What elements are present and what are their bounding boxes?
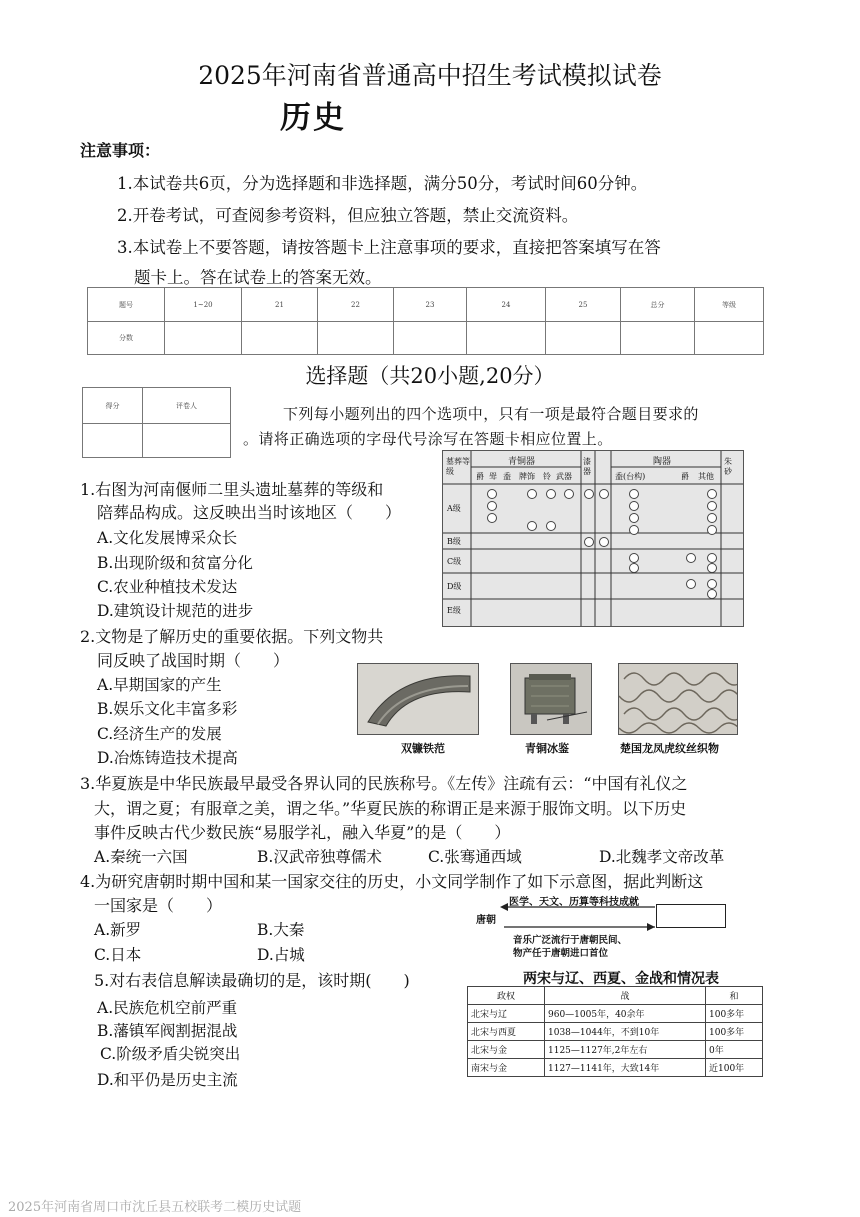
artifact-mark	[629, 563, 639, 573]
iron-mold-image	[357, 663, 479, 735]
q5-option-d: D.和平仍是历史主流	[97, 1071, 238, 1089]
silk-fabric-image	[618, 663, 738, 735]
artifact-mark	[686, 579, 696, 589]
fig-sub-plaque: 牌饰	[519, 472, 535, 481]
section-title: 选择题（共20小题,20分）	[305, 364, 555, 388]
artifact-mark	[707, 525, 717, 535]
caption-iron-mold: 双镰铁范	[401, 742, 445, 755]
score-cell	[318, 322, 394, 355]
q3-option-b: B.汉武帝独尊儒术	[257, 848, 382, 866]
artifact-mark	[629, 489, 639, 499]
fig-sub-weapon: 武器	[556, 472, 572, 481]
q4-option-c: C.日本	[94, 946, 142, 964]
notice-item: 1.本试卷共6页，分为选择题和非选择题，满分50分，考试时间60分钟。	[117, 174, 648, 193]
score-header: 22	[318, 288, 394, 322]
score-cell	[394, 322, 467, 355]
war-table-header: 和	[706, 987, 763, 1005]
q4-option-d: D.占城	[257, 946, 305, 964]
caption-silk: 楚国龙凤虎纹丝织物	[620, 742, 719, 755]
score-header: 23	[394, 288, 467, 322]
table-row	[468, 1023, 763, 1041]
fig-col-grade: 墓葬等级	[446, 457, 470, 476]
q3-option-a: A.秦统一六国	[94, 848, 188, 866]
war-table-header: 政权	[468, 987, 545, 1005]
q4-stem: 4.为研究唐朝时期中国和某一国家交往的历史，小文同学制作了如下示意图，据此判断这	[80, 872, 704, 891]
q5-stem: 5.对右表信息解读最确切的是，该时期( )	[94, 971, 410, 990]
q1-option-d: D.建筑设计规范的进步	[97, 602, 254, 620]
q3-stem: 事件反映古代少数民族“易服学礼，融入华夏”的是（ ）	[94, 823, 511, 842]
caption-bronze-icebox: 青铜冰鉴	[525, 742, 569, 755]
q3-stem: 大，谓之夏；有服章之美，谓之华。”华夏民族的称谓正是来源于服饰文明。以下历史	[94, 799, 687, 818]
fig-sub-bell: 铃	[543, 472, 551, 481]
war-cell: 0年	[706, 1041, 763, 1059]
q2-option-b: B.娱乐文化丰富多彩	[97, 700, 238, 718]
fig-sub-other: 其他	[698, 472, 714, 481]
fig-col-cinnabar: 朱砂	[724, 457, 732, 476]
q5-option-b: B.藩镇军阀割据混战	[97, 1022, 238, 1040]
artifact-mark	[629, 501, 639, 511]
score-header: 25	[546, 288, 621, 322]
artifact-mark	[707, 579, 717, 589]
war-cell: 1038—1044年，不到10年	[545, 1023, 706, 1041]
q3-stem: 3.华夏族是中华民族最早最受各界认同的民族称号。《左传》注疏有云：“中国有礼仪之	[80, 774, 688, 793]
fig-sub-jue: 爵	[476, 472, 484, 481]
artifact-mark	[487, 489, 497, 499]
war-cell: 近100年	[706, 1059, 763, 1077]
tomb-grade-figure	[442, 450, 744, 627]
fig-row-e: E级	[447, 606, 461, 615]
footer-watermark: 2025年河南省周口市沈丘县五校联考二模历史试题	[8, 1200, 302, 1215]
q1-stem: 1.右图为河南偃师二里头遗址墓葬的等级和	[80, 480, 384, 499]
artifact-mark	[527, 521, 537, 531]
artifact-mark	[584, 537, 594, 547]
artifact-mark	[546, 489, 556, 499]
section-instruction: 。请将正确选项的字母代号涂写在答题卡相应位置上。	[243, 430, 613, 448]
q5-option-c: C.阶级矛盾尖锐突出	[100, 1045, 241, 1063]
fig-row-c: C级	[447, 557, 462, 566]
fig-row-b: B级	[447, 537, 461, 546]
table-row	[468, 1059, 763, 1077]
artifact-mark	[686, 553, 696, 563]
fig-col-pottery: 陶器	[653, 457, 672, 467]
q4-stem: 一国家是（ ）	[94, 896, 223, 915]
artifact-mark	[584, 489, 594, 499]
score-cell	[695, 322, 764, 355]
iron-mold-drawing	[358, 664, 478, 734]
q2-option-d: D.冶炼铸造技术提高	[97, 749, 238, 767]
grader-header: 评卷人	[143, 388, 231, 424]
notice-heading: 注意事项：	[80, 141, 161, 160]
q2-stem: 同反映了战国时期（ ）	[97, 651, 290, 670]
score-header: 总分	[621, 288, 695, 322]
q4-option-a: A.新罗	[94, 921, 142, 939]
fig-sub-pottery-jue: 爵	[681, 472, 689, 481]
war-cell: 1127—1141年，大致14年	[545, 1059, 706, 1077]
war-peace-table	[467, 986, 763, 1077]
diagram-top-label: 医学、天文、历算等科技成就	[509, 897, 639, 908]
fig-row-d: D级	[447, 582, 462, 591]
grader-cell	[83, 424, 143, 458]
diagram-bottom-label: 物产任于唐朝进口首位	[513, 948, 609, 959]
war-cell: 北宋与辽	[468, 1005, 545, 1023]
fig-col-bronze: 青铜器	[508, 457, 536, 467]
artifact-mark	[546, 521, 556, 531]
q1-option-c: C.农业种植技术发达	[97, 578, 238, 596]
bronze-icebox-image	[510, 663, 592, 735]
artifact-mark	[629, 525, 639, 535]
war-cell: 北宋与西夏	[468, 1023, 545, 1041]
fig-sub-he: 盉	[503, 472, 511, 481]
artifact-mark	[707, 553, 717, 563]
q3-option-d: D.北魏孝文帝改革	[599, 848, 725, 866]
artifact-mark	[629, 513, 639, 523]
score-header: 24	[467, 288, 546, 322]
artifact-mark	[707, 513, 717, 523]
grader-header: 得分	[83, 388, 143, 424]
war-table-title: 两宋与辽、西夏、金战和情况表	[523, 971, 719, 987]
fig-sub-pottery-he: 盉(台构)	[615, 472, 646, 481]
table-row	[468, 1041, 763, 1059]
artifact-mark	[487, 501, 497, 511]
q4-option-b: B.大秦	[257, 921, 305, 939]
diagram-answer-box	[656, 904, 726, 928]
subject-title: 历史	[280, 100, 346, 136]
q5-option-a: A.民族危机空前严重	[97, 999, 238, 1017]
artifact-mark	[564, 489, 574, 499]
q2-stem: 2.文物是了解历史的重要依据。下列文物共	[80, 627, 384, 646]
bronze-icebox-drawing	[511, 664, 591, 734]
artifact-mark	[707, 563, 717, 573]
fig-sub-jia: 斝	[489, 472, 497, 481]
artifact-mark	[707, 589, 717, 599]
artifact-mark	[487, 513, 497, 523]
artifact-mark	[599, 537, 609, 547]
grader-cell	[143, 424, 231, 458]
war-cell: 1125—1127年,2年左右	[545, 1041, 706, 1059]
artifact-mark	[599, 489, 609, 499]
fig-row-a: A级	[447, 504, 461, 513]
score-cell	[621, 322, 695, 355]
war-cell: 100多年	[706, 1005, 763, 1023]
score-header: 1~20	[165, 288, 242, 322]
war-cell: 北宋与金	[468, 1041, 545, 1059]
diagram-bottom-label: 音乐广泛流行于唐朝民间、	[513, 935, 628, 946]
table-row	[468, 1005, 763, 1023]
grader-table	[82, 387, 231, 458]
war-cell: 960—1005年，40余年	[545, 1005, 706, 1023]
war-table-header: 战	[545, 987, 706, 1005]
q2-option-a: A.早期国家的产生	[97, 676, 222, 694]
score-table	[87, 287, 764, 355]
score-cell	[467, 322, 546, 355]
exam-title: 2025年河南省普通高中招生考试模拟试卷	[198, 61, 662, 90]
war-cell: 100多年	[706, 1023, 763, 1041]
q1-option-b: B.出现阶级和贫富分化	[97, 554, 253, 572]
artifact-mark	[527, 489, 537, 499]
notice-item: 2.开卷考试，可查阅参考资料，但应独立答题，禁止交流资料。	[117, 206, 579, 225]
q1-option-a: A.文化发展博采众长	[97, 529, 238, 547]
artifact-mark	[707, 501, 717, 511]
score-cell	[242, 322, 318, 355]
notice-item: 题卡上。答在试卷上的答案无效。	[134, 268, 382, 287]
artifact-mark	[707, 489, 717, 499]
score-header: 等级	[695, 288, 764, 322]
q1-stem: 陪葬品构成。这反映出当时该地区（ ）	[97, 503, 402, 522]
q2-option-c: C.经济生产的发展	[97, 725, 222, 743]
silk-pattern-drawing	[619, 664, 737, 734]
score-cell	[546, 322, 621, 355]
notice-item: 3.本试卷上不要答题，请按答题卡上注意事项的要求，直接把答案填写在答	[117, 238, 661, 257]
diagram-left-label: 唐朝	[476, 915, 496, 926]
score-header: 题号	[88, 288, 165, 322]
q3-option-c: C.张骞通西域	[428, 848, 522, 866]
war-cell: 南宋与金	[468, 1059, 545, 1077]
score-row-label: 分数	[88, 322, 165, 355]
score-cell	[165, 322, 242, 355]
score-header: 21	[242, 288, 318, 322]
artifact-mark	[629, 553, 639, 563]
fig-col-lacquer: 漆器	[583, 457, 591, 476]
section-instruction: 下列每小题列出的四个选项中，只有一项是最符合题目要求的	[283, 405, 699, 423]
